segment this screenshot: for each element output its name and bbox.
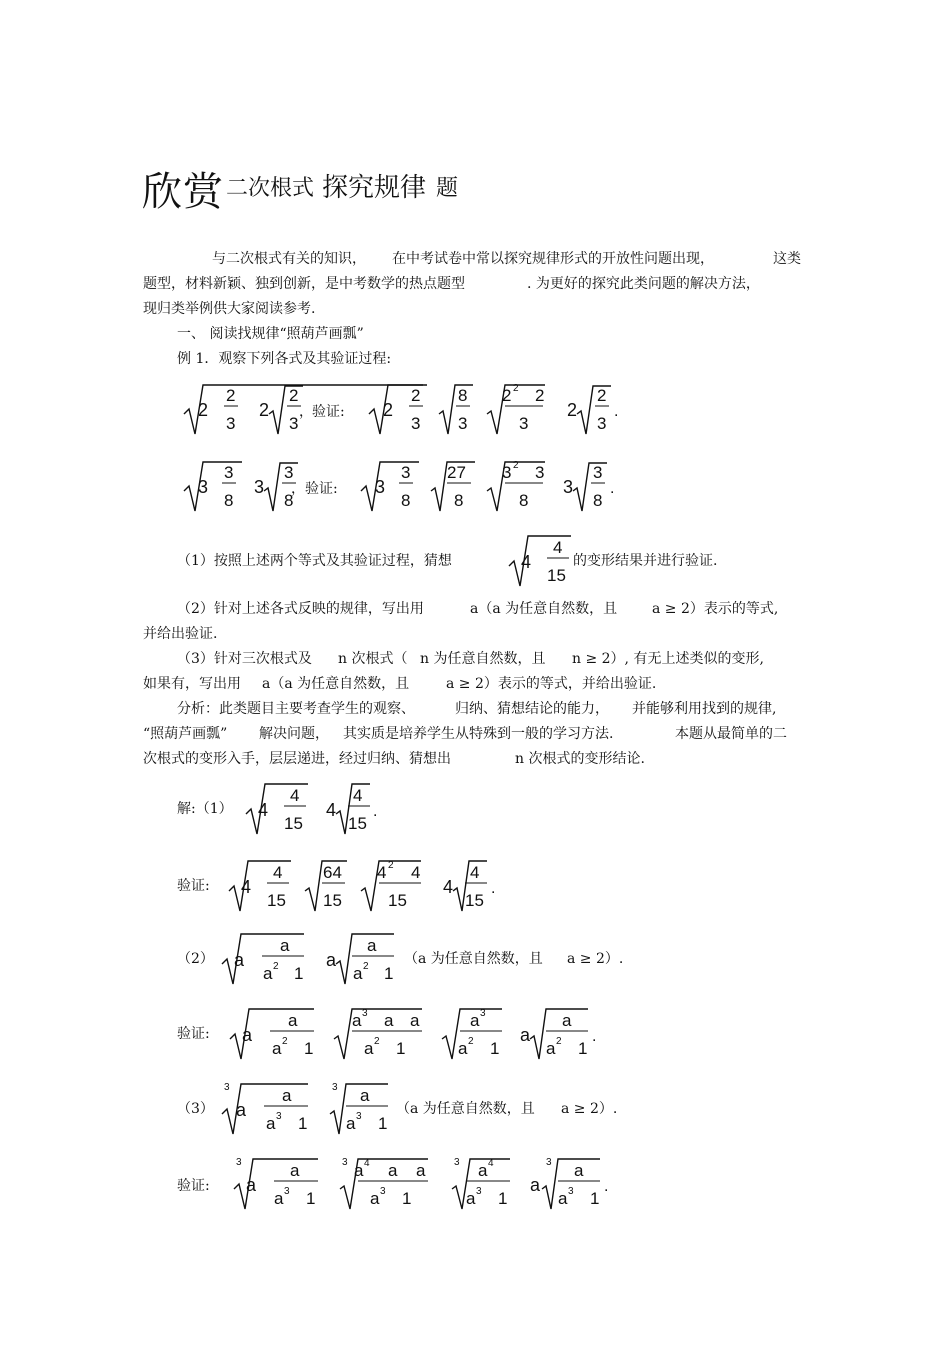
svg-text:4: 4 — [411, 863, 421, 882]
svg-text:a: a — [520, 1025, 531, 1045]
intro-text: 与二次根式有关的知识， — [212, 251, 366, 267]
question-3: n ≥ 2）, 有无上述类似的变形, — [572, 651, 764, 667]
svg-text:3: 3 — [254, 477, 265, 497]
svg-text:4: 4 — [290, 786, 300, 805]
svg-text:2: 2 — [273, 961, 279, 972]
intro-text: 题型，材料新颖、独到创新，是中考数学的热点题型 — [143, 276, 465, 292]
svg-text:4: 4 — [353, 786, 363, 805]
svg-text:8: 8 — [401, 491, 411, 510]
svg-text:.: . — [610, 480, 615, 497]
svg-text:3: 3 — [284, 463, 294, 482]
svg-text:a: a — [416, 1161, 426, 1180]
svg-text:3: 3 — [284, 1186, 290, 1197]
question-3: 如果有，写出用 — [143, 676, 241, 692]
svg-text:a: a — [274, 1189, 284, 1208]
svg-text:3: 3 — [568, 1186, 574, 1197]
svg-text:a: a — [470, 1011, 480, 1030]
svg-text:a: a — [354, 1161, 364, 1180]
question-1-formula — [505, 530, 575, 590]
svg-text:3: 3 — [476, 1186, 482, 1197]
analysis: 本题从最简单的二 — [675, 726, 787, 742]
analysis: 解决问题， — [259, 726, 329, 742]
solution-2-formula — [218, 928, 418, 988]
svg-text:27: 27 — [447, 463, 466, 482]
svg-text:1: 1 — [498, 1189, 508, 1208]
svg-text:3: 3 — [458, 414, 468, 433]
svg-text:a: a — [562, 1011, 572, 1030]
svg-text:4: 4 — [258, 800, 269, 820]
svg-text:1: 1 — [402, 1189, 412, 1208]
svg-text:3: 3 — [362, 1008, 368, 1019]
svg-text:4: 4 — [326, 800, 337, 820]
question-1-tail: 的变形结果并进行验证. — [573, 553, 718, 569]
title-word-2: 二次根式 — [226, 176, 315, 201]
svg-text:4: 4 — [273, 863, 283, 882]
svg-text:1: 1 — [396, 1039, 406, 1058]
svg-text:3: 3 — [597, 414, 607, 433]
question-2: （2）针对上述各式反映的规律，写出用 — [177, 601, 424, 617]
svg-text:a: a — [384, 1011, 394, 1030]
question-3: a（a 为任意自然数，且 — [262, 676, 410, 692]
svg-text:2: 2 — [597, 386, 607, 405]
svg-text:2: 2 — [556, 1036, 562, 1047]
condition: a ≥ 2）. — [567, 951, 624, 967]
svg-text:2: 2 — [502, 386, 512, 405]
title-word-1: 欣赏 — [142, 169, 224, 215]
comma: ， — [291, 481, 305, 497]
svg-text:2: 2 — [468, 1036, 474, 1047]
svg-text:3: 3 — [332, 1082, 338, 1093]
section-heading: 一、 阅读找规律“照葫芦画瓢” — [177, 326, 364, 342]
svg-text:2: 2 — [363, 961, 369, 972]
svg-text:4: 4 — [443, 877, 454, 897]
svg-text:2: 2 — [383, 400, 394, 420]
math-num: 2 — [198, 400, 209, 420]
svg-text:15: 15 — [284, 814, 303, 833]
svg-text:a: a — [242, 1025, 253, 1045]
comma: ， — [299, 404, 313, 420]
analysis: 分析：此类题目主要考查学生的观察、 — [177, 701, 415, 717]
verify-label: 验证: — [305, 481, 338, 497]
svg-text:a: a — [364, 1039, 374, 1058]
svg-text:8: 8 — [519, 491, 529, 510]
svg-text:3: 3 — [546, 1157, 552, 1168]
analysis: 归纳、猜想结论的能力， — [455, 701, 609, 717]
svg-text:a: a — [353, 964, 363, 983]
analysis: “照葫芦画瓢” — [143, 726, 228, 742]
intro-text: 在中考试卷中常以探究规律形式的开放性问题出现， — [392, 251, 714, 267]
svg-text:1: 1 — [378, 1114, 388, 1133]
svg-text:4: 4 — [521, 552, 532, 572]
svg-text:2: 2 — [289, 386, 299, 405]
solution-1-formula — [242, 778, 392, 838]
svg-text:a: a — [272, 1039, 282, 1058]
svg-text:2: 2 — [535, 386, 545, 405]
svg-text:4: 4 — [241, 877, 252, 897]
svg-text:15: 15 — [547, 566, 566, 585]
svg-text:3: 3 — [593, 463, 603, 482]
svg-text:4: 4 — [553, 538, 563, 557]
svg-text:15: 15 — [388, 891, 407, 910]
question-3: n 为任意自然数，且 — [420, 651, 546, 667]
question-3: （3）针对三次根式及 — [177, 651, 312, 667]
svg-text:.: . — [491, 880, 496, 897]
solution-3-formula — [218, 1078, 408, 1138]
svg-text:1: 1 — [578, 1039, 588, 1058]
svg-text:a: a — [246, 1175, 257, 1195]
svg-text:3: 3 — [535, 463, 545, 482]
svg-text:64: 64 — [323, 863, 342, 882]
svg-text:3: 3 — [224, 1082, 230, 1093]
svg-text:4: 4 — [364, 1158, 370, 1169]
svg-text:3: 3 — [563, 477, 574, 497]
verify-solution-3 — [230, 1153, 630, 1213]
svg-text:15: 15 — [323, 891, 342, 910]
svg-text:3: 3 — [236, 1157, 242, 1168]
svg-text:a: a — [558, 1189, 568, 1208]
svg-text:a: a — [574, 1161, 584, 1180]
svg-text:a: a — [326, 950, 337, 970]
solution-label: （3） — [177, 1101, 214, 1117]
analysis: 其实质是培养学生从特殊到一般的学习方法. — [343, 726, 614, 742]
svg-text:8: 8 — [284, 491, 294, 510]
svg-text:a: a — [458, 1039, 468, 1058]
svg-text:1: 1 — [304, 1039, 314, 1058]
svg-text:a: a — [290, 1161, 300, 1180]
verify-solution-2 — [226, 1003, 616, 1063]
svg-text:3: 3 — [502, 463, 512, 482]
svg-text:1: 1 — [490, 1039, 500, 1058]
svg-text:8: 8 — [224, 491, 234, 510]
svg-text:3: 3 — [480, 1008, 486, 1019]
svg-text:a: a — [410, 1011, 420, 1030]
verify-row-2 — [357, 455, 617, 515]
svg-text:1: 1 — [294, 964, 304, 983]
verify-label: 验证: — [177, 1026, 210, 1042]
math-num: 2 — [226, 386, 236, 405]
svg-text:a: a — [234, 950, 245, 970]
example-heading: 例 1．观察下列各式及其验证过程: — [177, 351, 392, 367]
svg-text:2: 2 — [374, 1036, 380, 1047]
condition: （a 为任意自然数，且 — [404, 951, 543, 967]
svg-text:a: a — [360, 1086, 370, 1105]
svg-text:3: 3 — [356, 1111, 362, 1122]
svg-text:.: . — [604, 1178, 609, 1195]
verify-solution-1 — [225, 855, 515, 915]
svg-text:8: 8 — [458, 386, 468, 405]
condition: a ≥ 2）. — [561, 1101, 618, 1117]
svg-text:3: 3 — [276, 1111, 282, 1122]
svg-text:2: 2 — [411, 386, 421, 405]
title-word-3: 探究规律 — [322, 173, 427, 203]
analysis: 次根式的变形入手，层层递进，经过归纳、猜想出 — [143, 751, 451, 767]
verify-label: 验证: — [312, 404, 345, 420]
svg-text:.: . — [373, 803, 378, 820]
formula-row-2 — [180, 455, 250, 515]
svg-text:a: a — [546, 1039, 556, 1058]
svg-text:3: 3 — [454, 1157, 460, 1168]
analysis: 并能够利用找到的规律, — [632, 701, 777, 717]
svg-text:3: 3 — [224, 463, 234, 482]
svg-text:4: 4 — [377, 863, 387, 882]
svg-text:.: . — [614, 403, 619, 420]
svg-text:2: 2 — [388, 860, 394, 871]
svg-text:3: 3 — [375, 477, 386, 497]
svg-text:a: a — [282, 1086, 292, 1105]
question-3: a ≥ 2）表示的等式，并给出验证. — [446, 676, 657, 692]
math-num: 3 — [226, 414, 236, 433]
svg-text:a: a — [263, 964, 273, 983]
svg-text:4: 4 — [488, 1158, 494, 1169]
svg-text:1: 1 — [306, 1189, 316, 1208]
svg-text:a: a — [478, 1161, 488, 1180]
question-2: a（a 为任意自然数，且 — [470, 601, 618, 617]
svg-text:15: 15 — [348, 814, 367, 833]
svg-text:a: a — [346, 1114, 356, 1133]
svg-text:1: 1 — [590, 1189, 600, 1208]
svg-text:2: 2 — [513, 383, 519, 394]
svg-text:2: 2 — [282, 1036, 288, 1047]
svg-text:15: 15 — [267, 891, 286, 910]
svg-text:a: a — [288, 1011, 298, 1030]
svg-text:3: 3 — [342, 1157, 348, 1168]
svg-text:a: a — [280, 936, 290, 955]
verify-label: 验证: — [177, 1178, 210, 1194]
solution-label: （2） — [177, 951, 214, 967]
svg-text:.: . — [592, 1028, 597, 1045]
svg-text:1: 1 — [298, 1114, 308, 1133]
solution-label: 解:（1） — [177, 801, 233, 817]
svg-text:8: 8 — [593, 491, 603, 510]
svg-text:2: 2 — [259, 400, 270, 420]
title-word-4: 题 — [436, 176, 459, 201]
intro-text: 这类 — [773, 251, 801, 267]
svg-text:3: 3 — [519, 414, 529, 433]
svg-text:3: 3 — [401, 463, 411, 482]
svg-text:a: a — [370, 1189, 380, 1208]
svg-text:a: a — [367, 936, 377, 955]
question-1: （1）按照上述两个等式及其验证过程，猜想 — [177, 553, 452, 569]
question-2: a ≥ 2）表示的等式, — [652, 601, 779, 617]
svg-text:a: a — [466, 1189, 476, 1208]
svg-text:a: a — [530, 1175, 541, 1195]
verify-row-1 — [365, 378, 625, 438]
svg-text:15: 15 — [465, 891, 484, 910]
condition: （a 为任意自然数，且 — [396, 1101, 535, 1117]
svg-text:a: a — [388, 1161, 398, 1180]
svg-text:a: a — [266, 1114, 276, 1133]
analysis: n 次根式的变形结论. — [515, 751, 645, 767]
verify-label: 验证: — [177, 878, 210, 894]
svg-text:4: 4 — [470, 863, 480, 882]
question-2: 并给出验证. — [143, 626, 218, 642]
svg-text:3: 3 — [380, 1186, 386, 1197]
question-3: n 次根式（ — [338, 651, 408, 667]
svg-text:a: a — [236, 1100, 247, 1120]
svg-text:a: a — [352, 1011, 362, 1030]
svg-text:8: 8 — [454, 491, 464, 510]
svg-text:3: 3 — [198, 477, 209, 497]
svg-text:1: 1 — [384, 964, 394, 983]
svg-text:2: 2 — [513, 460, 519, 471]
intro-text: . 为更好的探究此类问题的解决方法， — [527, 276, 760, 292]
svg-text:2: 2 — [567, 400, 578, 420]
intro-text: 现归类举例供大家阅读参考. — [143, 301, 316, 317]
svg-text:3: 3 — [411, 414, 421, 433]
svg-text:3: 3 — [289, 414, 299, 433]
